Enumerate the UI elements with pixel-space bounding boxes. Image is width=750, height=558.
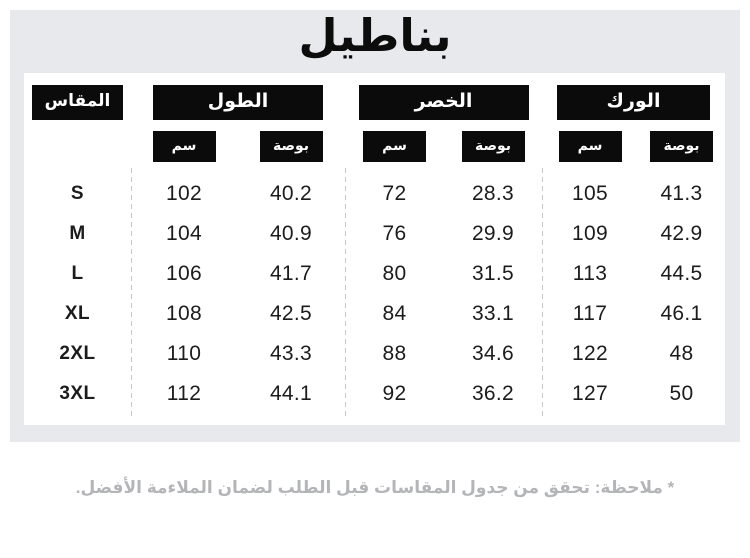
waist-inch-value: 33.1 xyxy=(471,302,515,325)
header-waist: الخصر xyxy=(359,85,529,120)
page-title: بناطيل xyxy=(298,10,452,61)
size-label: L xyxy=(71,263,84,284)
unit-waist-inch: بوصة xyxy=(462,131,525,162)
unit-row-spacer xyxy=(24,120,131,162)
waist-inch-value: 34.6 xyxy=(471,342,515,365)
waist-cm-value: 88 xyxy=(382,342,407,365)
column-divider xyxy=(131,168,132,416)
unit-waist-cm: سم xyxy=(363,131,426,162)
hip-cm-value: 113 xyxy=(572,262,608,285)
length-cm-value: 106 xyxy=(166,262,202,285)
size-label: 3XL xyxy=(59,383,96,404)
waist-cm-value: 84 xyxy=(382,302,407,325)
unit-hip-cm: سم xyxy=(559,131,622,162)
header-hip: الورك xyxy=(557,85,710,120)
waist-inch-value: 36.2 xyxy=(471,382,515,405)
waist-inch-value: 29.9 xyxy=(471,222,515,245)
waist-cm-value: 80 xyxy=(382,262,407,285)
length-cm-value: 108 xyxy=(166,302,202,325)
hip-inch-value: 41.3 xyxy=(660,182,703,205)
hip-inch-value: 44.5 xyxy=(660,262,703,285)
size-label: XL xyxy=(64,303,91,324)
header-size: المقاس xyxy=(32,85,123,120)
length-inch-value: 41.7 xyxy=(269,262,313,285)
size-label: 2XL xyxy=(59,343,96,364)
length-inch-value: 40.2 xyxy=(269,182,313,205)
size-chart-table xyxy=(24,73,725,414)
column-divider xyxy=(542,168,543,416)
size-label: S xyxy=(70,183,85,204)
hip-cm-value: 117 xyxy=(572,302,608,325)
header-length: الطول xyxy=(153,85,323,120)
length-cm-value: 104 xyxy=(166,222,202,245)
hip-cm-value: 127 xyxy=(572,382,608,405)
length-cm-value: 102 xyxy=(166,182,202,205)
hip-cm-value: 109 xyxy=(572,222,608,245)
size-chart-panel xyxy=(24,73,725,425)
hip-inch-value: 50 xyxy=(669,382,694,405)
length-cm-value: 112 xyxy=(166,382,202,405)
length-inch-value: 44.1 xyxy=(269,382,313,405)
size-label: M xyxy=(69,223,86,244)
hip-cm-value: 122 xyxy=(572,342,608,365)
hip-inch-value: 46.1 xyxy=(660,302,703,325)
length-inch-value: 43.3 xyxy=(269,342,313,365)
waist-inch-value: 28.3 xyxy=(471,182,515,205)
unit-hip-inch: بوصة xyxy=(650,131,713,162)
waist-cm-value: 92 xyxy=(382,382,407,405)
hip-inch-value: 48 xyxy=(669,342,694,365)
header-body-gap xyxy=(24,162,725,174)
waist-cm-value: 72 xyxy=(382,182,407,205)
column-divider xyxy=(345,168,346,416)
waist-inch-value: 31.5 xyxy=(471,262,515,285)
note-text: * ملاحظة: تحقق من جدول المقاسات قبل الطلب لضمان الملاءمة الأفضل. xyxy=(75,478,675,497)
unit-length-cm: سم xyxy=(153,131,216,162)
length-inch-value: 40.9 xyxy=(269,222,313,245)
unit-length-inch: بوصة xyxy=(260,131,323,162)
length-inch-value: 42.5 xyxy=(269,302,313,325)
hip-inch-value: 42.9 xyxy=(660,222,703,245)
waist-cm-value: 76 xyxy=(382,222,407,245)
hip-cm-value: 105 xyxy=(572,182,608,205)
length-cm-value: 110 xyxy=(166,342,202,365)
